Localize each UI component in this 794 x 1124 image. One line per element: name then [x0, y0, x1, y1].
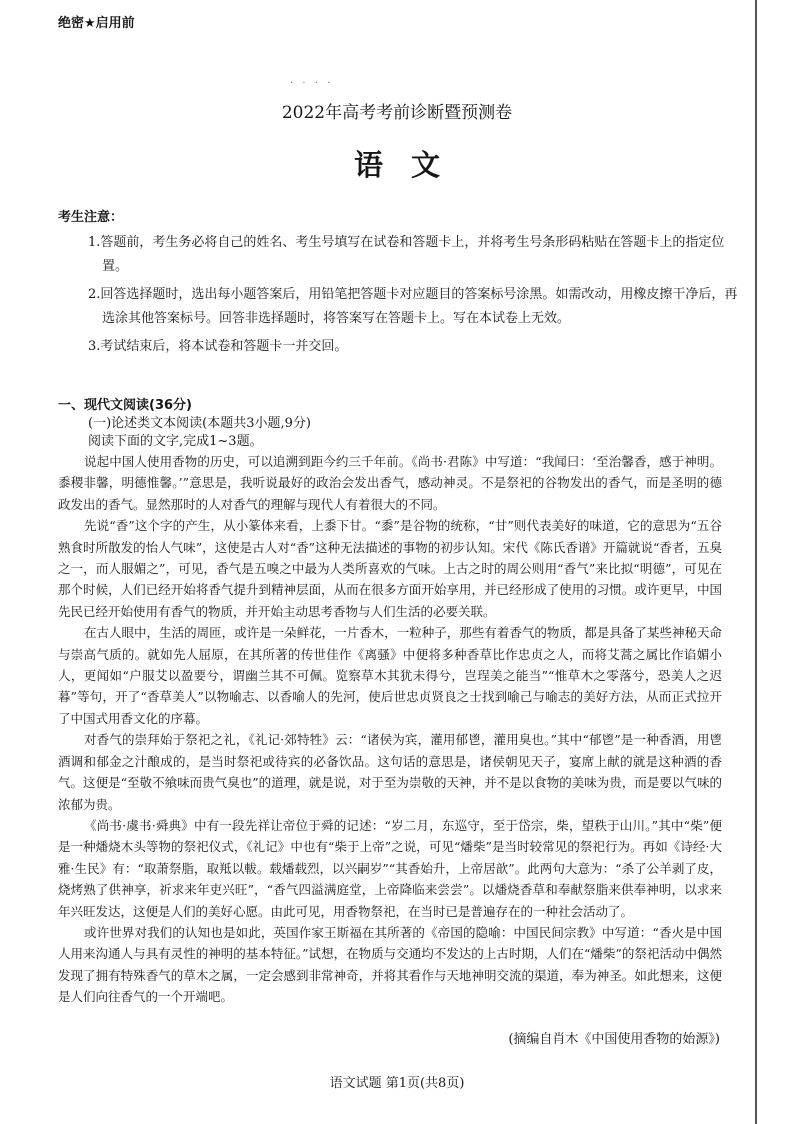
passage-paragraph: 或许世界对我们的认知也是如此，英国作家王斯福在其所著的《帝国的隐喻：中国民间宗教》中写道：“香火是中国人用来沟通人与具有灵性的神明的基本特征。”试想，在物质与交通均不发达的上古时期，人们在“燔柴”的祭祀活动中偶然发现了拥有特殊香气的草木之属，一定会感到非常神奇，并将其看作与天地神明交流的渠道，奉为神圣。如此想来，这便是人们向往香气的一个开端吧。 — [58, 924, 722, 1005]
reading-instruction: 阅读下面的文字,完成1~3题。 — [88, 434, 263, 449]
confidential-label: 绝密★启用前 — [58, 16, 135, 31]
page-footer: 语文试题 第1页(共8页) — [329, 1076, 465, 1091]
scan-dots: · · · · — [290, 78, 334, 89]
reading-passage — [58, 451, 722, 1008]
section-heading: 一、现代文阅读(36分) — [58, 398, 192, 413]
notice-list — [88, 231, 738, 363]
subject-title: 语文 — [353, 148, 468, 182]
passage-paragraph: 说起中国人使用香物的历史，可以追溯到距今约三千年前。《尚书·君陈》中写道：“我闻曰：‘至治馨香，感于神明。黍稷非馨，明德惟馨。’”意思是，我听说最好的政治会发出香气，感动神灵。不是祭祀的谷物发出的香气，而是圣明的德政发出的香气。显然那时的人对香气的理解与现代人有着很大的不同。 — [58, 454, 722, 512]
notice-item: 2.回答选择题时，选出每小题答案后，用铅笔把答题卡对应题目的答案标号涂黑。如需改动，用橡皮擦干净后，再选涂其他答案标号。回答非选择题时，将答案写在答题卡上。写在本试卷上无效。 — [88, 287, 738, 326]
notice-item: 1.答题前，考生务必将自己的姓名、考生号填写在试卷和答题卡上，并将考生号条形码粘贴在答题卡上的指定位置。 — [88, 235, 725, 274]
exam-title: 2022年高考考前诊断暨预测卷 — [281, 103, 513, 123]
passage-source: (摘编自肖木《中国使用香物的始源》) — [508, 1032, 720, 1047]
passage-paragraph: 《尚书·虞书·舜典》中有一段先祥让帝位于舜的记述：“岁二月，东巡守，至于岱宗，柴，望秩于山川。”其中“柴”便是一种燔烧木头等物的祭祀仪式，《礼记》中也有“柴于上帝”之说，可见“燔柴”是当时较常见的祭祀行为。再如《诗经·大雅·生民》有：“取萧祭脂，取羝以軷。载燔载烈，以兴嗣岁”“其香始升，上帝居歆”。此两句大意为：“杀了公羊剥了皮，烧烤熟了供神享，祈求来年吏兴旺”，“香气四溢满庭堂，上帝降临来尝尝”。以燔烧香草和奉献祭脂来供奉神明，以求来年兴旺发达，这便是人们的美好心愿。由此可见，用香物祭祀，在当时已是普遍存在的一种社会活动了。 — [58, 817, 722, 919]
passage-paragraph: 先说“香”这个字的产生，从小篆体来看，上黍下甘。“黍”是谷物的统称，“甘”则代表美好的味道，它的意思为“五谷熟食时所散发的怡人气味”，这使是古人对“香”这种无法描述的事物的初步认知。宋代《陈氏香谱》开篇就说“香者，五臭之一，而人服媚之”，可见，香气是五嗅之中最为人类所喜欢的气味。上古之时的周公则用“香气”来比拟“明德”，可见在那个时候，人们已经开始将香气提升到精神层面，从而在很多方面开始享用，并已经形成了使用的习惯。或许更早，中国先民已经开始使用有香气的物质，并开始主动思考香物与人们生活的必要关联。 — [58, 518, 722, 619]
notice-item: 3.考试结束后，将本试卷和答题卡一并交回。 — [88, 339, 348, 354]
notice-heading: 考生注意： — [58, 210, 124, 225]
passage-paragraph: 对香气的崇拜始于祭祀之礼，《礼记·郊特牲》云：“诸侯为宾，灌用郁鬯，灌用臭也。”其中“郁鬯”是一种香酒，用鬯酒调和郁金之汁酿成的，是当时祭祀或待宾的必备饮品。这句话的意思是，诸侯朝见天子，宴席上献的就是这种酒的香气。这便是“至敬不飨味而贵气臭也”的道理，就是说，对于至为崇敬的天神，并不是以食物的美味为贵，而是要以气味的浓郁为贵。 — [58, 732, 722, 812]
subsection-heading: (一)论述类文本阅读(本题共3小题,9分) — [88, 416, 311, 431]
passage-paragraph: 在古人眼中，生活的周匝，或许是一朵鲜花，一片香木，一粒种子，那些有着香气的物质，都是具备了某些神秘天命与崇高气质的。就如先人屈原，在其所著的传世佳作《离骚》中便将多种香草比作忠贞之人，而将艾蒿之属比作谄媚小人，更闻如“户服艾以盈要兮，谓幽兰其不可佩。览察草木其犹未得兮，岂珵美之能当”“惟草木之零落兮，恐美人之迟暮”等句，开了“香草美人”以物喻志、以香喻人的先河，使后世忠贞贤良之士找到喻己与喻志的美好方法，从而正式拉开了中国式用香文化的序幕。 — [58, 625, 722, 726]
